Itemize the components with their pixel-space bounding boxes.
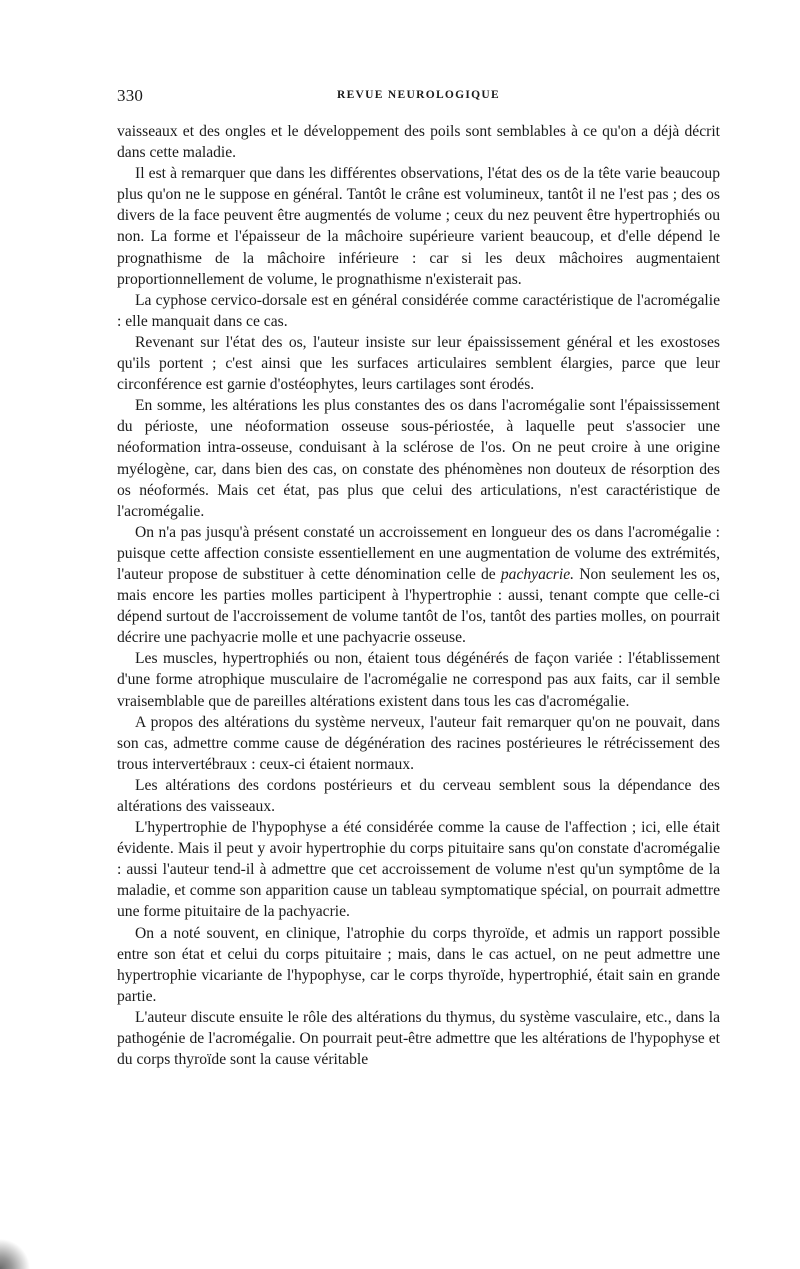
paragraph-5: En somme, les altérations les plus constantes des os dans l'acromégalie sont l'épaississement du périoste, une néoformation osseuse sous-périostée, à laquelle peut s'associer une néoformation intra-osseuse, conduisant à la sclérose de l'os. On ne peut croire à une origine myélogène, car, dans bien des cas, on constate des phénomènes non douteux de résorption des os néoformés. Mais cet état, pas plus que celui des articulations, n'est caractéristique de l'acromégalie. [117,397,720,520]
running-title: REVUE NEUROLOGIQUE [336,89,501,101]
paragraph-12: L'auteur discute ensuite le rôle des altérations du thymus, du système vasculaire, etc., dans la pathogénie de l'acromégalie. On pourrait peut-être admettre que les altérations de l'hypophyse et du corps thyroïde sont la cause véritable [117,1008,720,1069]
paragraph-7: Les muscles, hypertrophiés ou non, étaient tous dégénérés de façon variée : l'établissement d'une forme atrophique musculaire de l'acromégalie ne correspond pas aux faits, car il semble vraisemblable que de pareilles altérations existent dans tous les cas d'acromégalie. [117,650,720,710]
scan-corner-shadow [0,1229,40,1269]
paragraph-9: Les altérations des cordons postérieurs et du cerveau semblent sous la dépendance des altérations des vaisseaux. [117,776,720,815]
paragraph-3: La cyphose cervico-dorsale est en général considérée comme caractéristique de l'acromégalie : elle manquait dans ce cas. [117,291,720,330]
page-number: 330 [117,86,144,105]
article-body [117,121,720,1070]
paragraph-4: Revenant sur l'état des os, l'auteur insiste sur leur épaississement général et les exostoses qu'ils portent ; c'est ainsi que les surfaces articulaires semblent élargies, parce que leur circonférence est garnie d'ostéophytes, leurs cartilages sont érodés. [117,333,720,394]
page-header [117,86,720,110]
paragraph-6 [117,522,720,649]
paragraph-6-text-before: On n'a pas jusqu'à présent constaté un accroissement en longueur des os dans l'acromégalie : puisque cette affection consiste essentiellement en une augmentation de volume des extrémités, l'auteur propose de substituer à cette dénomination celle de [117,523,720,583]
pachyacrie-term: pachyacrie. [500,565,575,583]
paragraph-8: A propos des altérations du système nerveux, l'auteur fait remarquer qu'on ne pouvait, dans son cas, admettre comme cause de dégénération des racines postérieures le rétrécissement des trous intervertébraux : ceux-ci étaient normaux. [117,713,720,773]
paragraph-11: On a noté souvent, en clinique, l'atrophie du corps thyroïde, et admis un rapport possible entre son état et celui du corps pituitaire ; mais, dans le cas actuel, on ne peut admettre une hypertrophie vicariante de l'hypophyse, car le corps thyroïde, hypertrophié, était sain en grande partie. [117,924,720,1005]
paragraph-2: Il est à remarquer que dans les différentes observations, l'état des os de la tête varie beaucoup plus qu'on ne le suppose en général. Tantôt le crâne est volumineux, tantôt il ne l'est pas ; des os divers de la face peuvent être augmentés de volume ; ceux du nez peuvent être hypertrophiés ou non. La forme et l'épaisseur de la mâchoire supérieure varient beaucoup, et d'elle dépend le prognathisme de la mâchoire inférieure : car si les deux mâchoires augmentaient proportionnellement de volume, le prognathisme n'existerait pas. [117,165,720,288]
paragraph-1: vaisseaux et des ongles et le développement des poils sont semblables à ce qu'on a déjà décrit dans cette maladie. [117,123,720,162]
paragraph-10: L'hypertrophie de l'hypophyse a été considérée comme la cause de l'affection ; ici, elle était évidente. Mais il peut y avoir hypertrophie du corps pituitaire sans qu'on constate d'acromégalie : aussi l'auteur tend-il à admettre que cet accroissement de volume n'est qu'un symptôme de la maladie, et comme son apparition cause un tableau symptomatique spécial, on pourrait admettre une forme pituitaire de la pachyacrie. [117,819,720,921]
paragraph-6-text-after: Non seulement les os, mais encore les parties molles participent à l'hypertrophie : aussi, tenant compte que celle-ci dépend surtout de l'accroissement de volume tantôt de l'os, tantôt des parties molles, on pourrait décrire une pachyacrie molle et une pachyacrie osseuse. [117,565,720,647]
